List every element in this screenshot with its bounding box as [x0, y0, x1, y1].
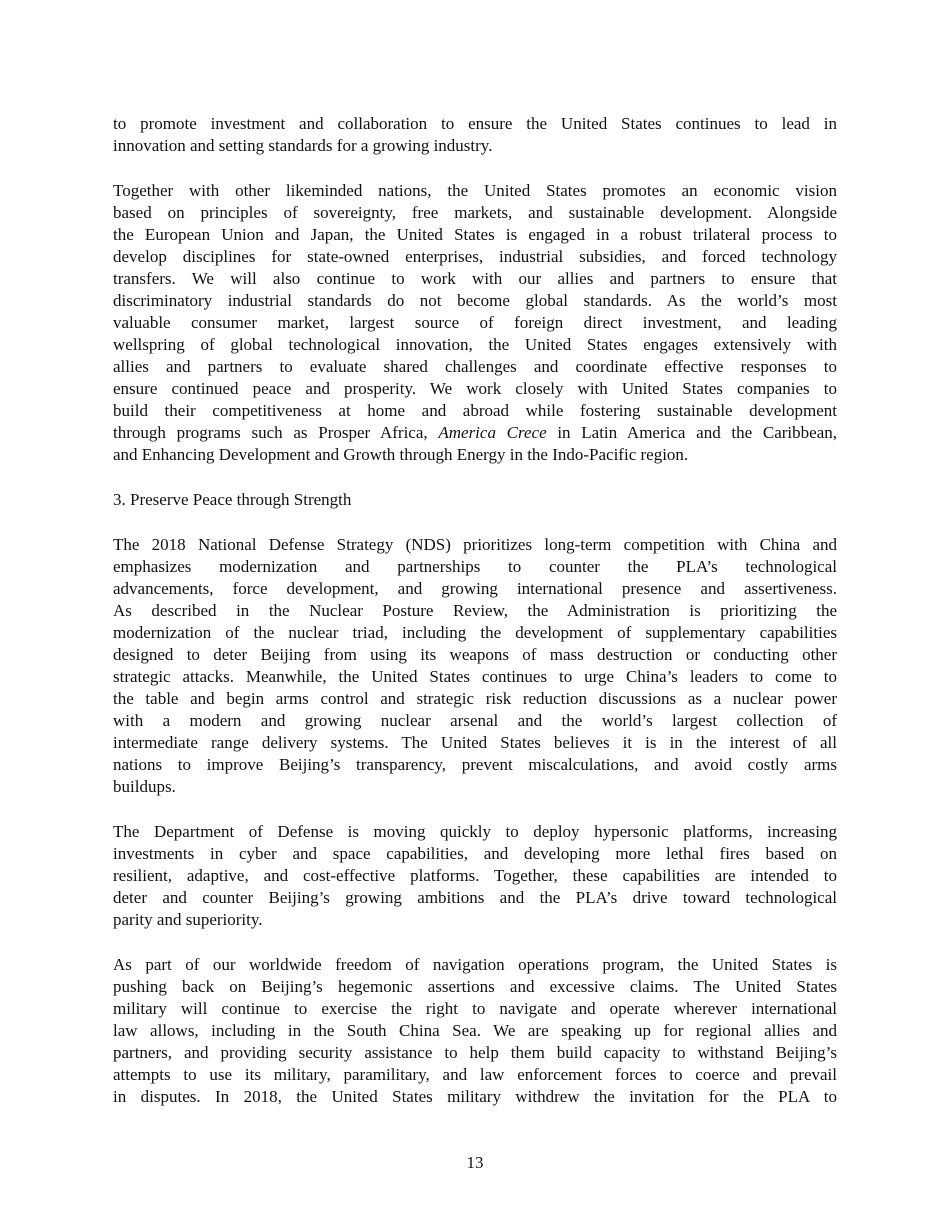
- text-line: pushing back on Beijing’s hegemonic assertions and excessive claims. The United States: [113, 977, 837, 996]
- text-line: designed to deter Beijing from using its weapons of mass destruction or conducting other: [113, 645, 837, 664]
- text-line: partners, and providing security assistance to help them build capacity to withstand Beijing’s: [113, 1043, 837, 1062]
- text-segment: in Latin America and the Caribbean,: [546, 423, 837, 442]
- paragraph-standards: [113, 113, 837, 157]
- text-line: strategic attacks. Meanwhile, the United States continues to urge China’s leaders to come to: [113, 667, 837, 686]
- text-line: intermediate range delivery systems. The United States believes it is in the interest of all: [113, 733, 837, 752]
- text-line: advancements, force development, and growing international presence and assertiveness.: [113, 579, 837, 598]
- text-line: valuable consumer market, largest source of foreign direct investment, and leading: [113, 313, 837, 332]
- text-line: ensure continued peace and prosperity. We work closely with United States companies to: [113, 379, 837, 398]
- text-line: buildups.: [113, 777, 176, 796]
- text-line: military will continue to exercise the right to navigate and operate wherever international: [113, 999, 837, 1018]
- italic-program-name: America Crece: [438, 423, 547, 442]
- text-line: allies and partners to evaluate shared challenges and coordinate effective responses to: [113, 357, 837, 376]
- text-line: transfers. We will also continue to work with our allies and partners to ensure that: [113, 269, 837, 288]
- text-line: As part of our worldwide freedom of navigation operations program, the United States is: [113, 955, 837, 974]
- text-line: the table and begin arms control and strategic risk reduction discussions as a nuclear power: [113, 689, 837, 708]
- text-line: investments in cyber and space capabilities, and developing more lethal fires based on: [113, 844, 837, 863]
- text-line: nations to improve Beijing’s transparency, prevent miscalculations, and avoid costly arms: [113, 755, 837, 774]
- section-heading: 3. Preserve Peace through Strength: [113, 490, 352, 509]
- text-line: to promote investment and collaboration to ensure the United States continues to lead in: [113, 114, 837, 133]
- text-segment: through programs such as Prosper Africa,: [113, 423, 439, 442]
- page-number: 13: [466, 1153, 484, 1172]
- text-line: deter and counter Beijing’s growing ambitions and the PLA’s drive toward technological: [113, 888, 837, 907]
- text-line: law allows, including in the South China Sea. We are speaking up for regional allies and: [113, 1021, 837, 1040]
- paragraph-navigation: [113, 954, 837, 1108]
- text-line: [113, 422, 837, 444]
- text-line: develop disciplines for state-owned enterprises, industrial subsidies, and forced technology: [113, 247, 837, 266]
- text-line: Together with other likeminded nations, the United States promotes an economic vision: [113, 181, 837, 200]
- text-line: the European Union and Japan, the United States is engaged in a robust trilateral process to: [113, 225, 837, 244]
- text-line: based on principles of sovereignty, free markets, and sustainable development. Alongside: [113, 203, 837, 222]
- text-line: modernization of the nuclear triad, including the development of supplementary capabilities: [113, 623, 837, 642]
- text-line: As described in the Nuclear Posture Review, the Administration is prioritizing the: [113, 601, 837, 620]
- text-line: wellspring of global technological innovation, the United States engages extensively with: [113, 335, 837, 354]
- text-line: innovation and setting standards for a growing industry.: [113, 136, 493, 155]
- text-line: build their competitiveness at home and abroad while fostering sustainable development: [113, 401, 837, 420]
- text-line: emphasizes modernization and partnerships to counter the PLA’s technological: [113, 557, 837, 576]
- text-line: The Department of Defense is moving quickly to deploy hypersonic platforms, increasing: [113, 822, 837, 841]
- paragraph-dod: [113, 821, 837, 931]
- paragraph-nds: [113, 534, 837, 798]
- text-line: attempts to use its military, paramilitary, and law enforcement forces to coerce and prevail: [113, 1065, 837, 1084]
- text-line: and Enhancing Development and Growth through Energy in the Indo-Pacific region.: [113, 445, 689, 464]
- text-line: in disputes. In 2018, the United States military withdrew the invitation for the PLA to: [113, 1087, 837, 1106]
- text-line: The 2018 National Defense Strategy (NDS) prioritizes long-term competition with China and: [113, 535, 837, 554]
- paragraph-economic-vision: [113, 180, 837, 466]
- text-line: resilient, adaptive, and cost-effective platforms. Together, these capabilities are intended to: [113, 866, 837, 885]
- text-line: with a modern and growing nuclear arsenal and the world’s largest collection of: [113, 711, 837, 730]
- text-line: parity and superiority.: [113, 910, 263, 929]
- text-line: discriminatory industrial standards do not become global standards. As the world’s most: [113, 291, 837, 310]
- document-body: [113, 113, 837, 1131]
